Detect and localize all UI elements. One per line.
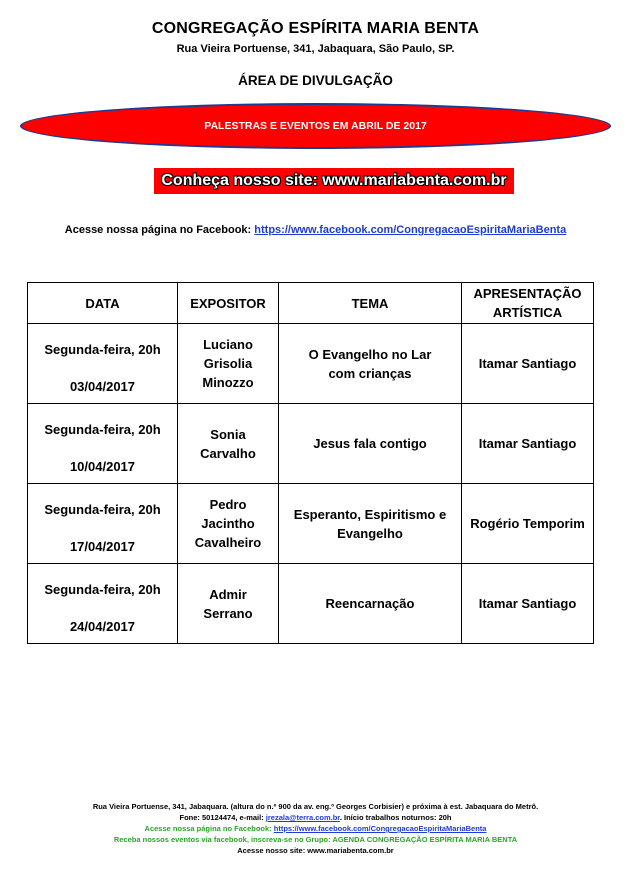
header-tema: TEMA: [279, 283, 462, 324]
footer-phone-label: Fone: 50124474, e-mail:: [179, 813, 266, 822]
footer-email-link[interactable]: jrezala@terra.com.br: [265, 813, 340, 822]
footer-group: Receba nossos eventos via facebook, inscreva-se no Grupo: AGENDA CONGREGAÇÃO ESPÍRITA MARIA BENTA: [113, 835, 518, 844]
theme-text: O Evangelho no Lar com crianças: [308, 346, 432, 381]
footer-hours: . Início trabalhos noturnos: 20h: [339, 813, 452, 822]
speaker-cell: [178, 404, 279, 484]
date-text: 17/04/2017: [69, 539, 136, 554]
page-title: CONGREGAÇÃO ESPÍRITA MARIA BENTA: [151, 20, 480, 37]
artist-cell: Itamar Santiago: [462, 324, 594, 404]
header-expositor: EXPOSITOR: [178, 283, 279, 324]
website-callout-text: Conheça nosso site: www.mariabenta.com.br: [161, 172, 507, 189]
weekday-text: Segunda-feira, 20h: [44, 502, 161, 517]
table-row: [28, 564, 594, 644]
header-apresentacao: APRESENTAÇÃO ARTÍSTICA: [462, 283, 594, 324]
facebook-link[interactable]: https://www.facebook.com/CongregacaoEspiritaMariaBenta: [254, 224, 567, 236]
table-row: [28, 484, 594, 564]
weekday-text: Segunda-feira, 20h: [44, 422, 161, 437]
theme-cell: [279, 404, 462, 484]
theme-cell: [279, 564, 462, 644]
date-cell: [28, 484, 178, 564]
artist-cell: Itamar Santiago: [462, 404, 594, 484]
speaker-text: Sonia Carvalho: [200, 426, 256, 461]
artist-cell: Itamar Santiago: [462, 564, 594, 644]
table-row: [28, 404, 594, 484]
date-text: 10/04/2017: [69, 459, 136, 474]
facebook-label: Acesse nossa página no Facebook:: [64, 224, 255, 236]
artist-cell: Rogério Temporim: [462, 484, 594, 564]
footer-contact: [0, 812, 631, 823]
speaker-text: Admir Serrano: [203, 586, 253, 621]
speaker-cell: [178, 324, 279, 404]
theme-cell: [279, 484, 462, 564]
speaker-cell: [178, 564, 279, 644]
website-callout: [154, 168, 514, 194]
events-banner-text: PALESTRAS E EVENTOS EM ABRIL DE 2017: [204, 120, 427, 132]
theme-text: Jesus fala contigo: [313, 436, 427, 451]
weekday-text: Segunda-feira, 20h: [44, 342, 161, 357]
date-cell: [28, 324, 178, 404]
schedule-table: [27, 282, 594, 644]
footer-address: Rua Vieira Portuense, 341, Jabaquara. (altura do n.º 900 da av. eng.º Georges Corbisier) e próxima à est. Jabaquara do Metrô.: [92, 802, 539, 811]
date-text: 03/04/2017: [69, 379, 136, 394]
date-cell: [28, 404, 178, 484]
events-banner: [20, 103, 611, 149]
date-cell: [28, 564, 178, 644]
theme-cell: [279, 324, 462, 404]
speaker-text: Luciano Grisolia Minozzo: [202, 337, 254, 390]
footer-site: Acesse nosso site: www.mariabenta.com.br: [237, 846, 394, 855]
date-text: 24/04/2017: [69, 619, 136, 634]
footer-facebook: [0, 823, 631, 834]
speaker-text: Pedro Jacintho Cavalheiro: [194, 497, 262, 550]
footer: [0, 801, 631, 856]
footer-facebook-link[interactable]: https://www.facebook.com/CongregacaoEspiritaMariaBenta: [273, 824, 487, 833]
section-heading: ÁREA DE DIVULGAÇÃO: [238, 73, 393, 88]
header-address: Rua Vieira Portuense, 341, Jabaquara, São Paulo, SP.: [176, 43, 455, 55]
table-row: [28, 324, 594, 404]
table-header-row: [28, 283, 594, 324]
speaker-cell: [178, 484, 279, 564]
facebook-line: [0, 224, 631, 236]
theme-text: Reencarnação: [325, 596, 415, 611]
footer-facebook-label: Acesse nossa página no Facebook:: [144, 824, 274, 833]
theme-text: Esperanto, Espiritismo e Evangelho: [293, 506, 447, 541]
header-data: DATA: [28, 283, 178, 324]
weekday-text: Segunda-feira, 20h: [44, 582, 161, 597]
